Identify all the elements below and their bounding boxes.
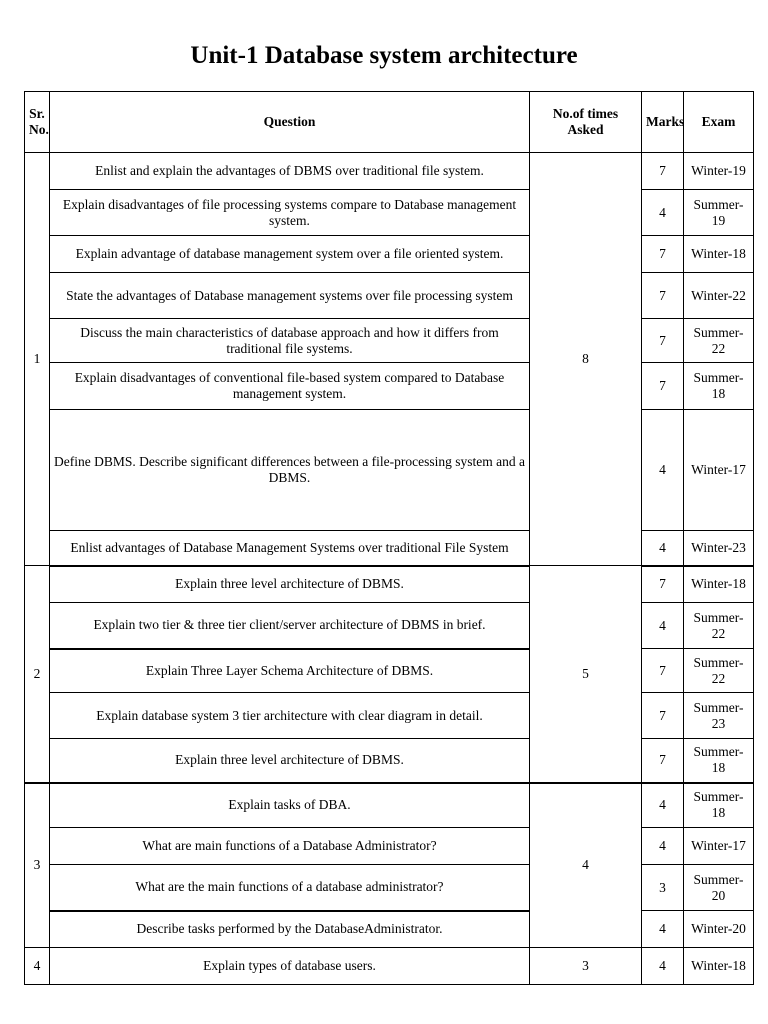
marks-cell: 4	[642, 190, 684, 236]
questions-table	[24, 91, 754, 985]
marks-cell: 4	[642, 828, 684, 865]
table-row	[25, 566, 754, 603]
exam-cell: Winter-17	[684, 410, 754, 531]
exam-cell: Winter-18	[684, 236, 754, 273]
table-row	[25, 693, 754, 739]
question-cell: Enlist and explain the advantages of DBMS over traditional file system.	[50, 153, 530, 190]
sr-no-cell: 2	[25, 566, 50, 783]
question-cell: Enlist advantages of Database Management Systems over traditional File System	[50, 531, 530, 566]
exam-cell: Winter-17	[684, 828, 754, 865]
marks-cell: 7	[642, 566, 684, 603]
question-cell: What are the main functions of a database administrator?	[50, 865, 530, 911]
exam-cell: Winter-18	[684, 948, 754, 985]
question-cell: Explain three level architecture of DBMS.	[50, 739, 530, 783]
times-asked-cell: 4	[530, 783, 642, 948]
marks-cell: 7	[642, 649, 684, 693]
table-row	[25, 273, 754, 319]
exam-cell: Summer-19	[684, 190, 754, 236]
table-row	[25, 153, 754, 190]
marks-cell: 4	[642, 410, 684, 531]
marks-cell: 4	[642, 911, 684, 948]
page-title: Unit-1 Database system architecture	[190, 42, 578, 69]
question-cell: Discuss the main characteristics of database approach and how it differs from traditional file systems.	[50, 319, 530, 363]
table-row	[25, 783, 754, 828]
table-row	[25, 410, 754, 531]
exam-cell: Summer-23	[684, 693, 754, 739]
question-cell: Define DBMS. Describe significant differences between a file-processing system and a DBMS.	[50, 410, 530, 531]
marks-cell: 7	[642, 693, 684, 739]
exam-cell: Winter-19	[684, 153, 754, 190]
question-cell: Explain advantage of database management system over a file oriented system.	[50, 236, 530, 273]
exam-cell: Summer-18	[684, 739, 754, 783]
question-cell: Explain types of database users.	[50, 948, 530, 985]
times-asked-cell: 8	[530, 153, 642, 566]
question-cell: State the advantages of Database management systems over file processing system	[50, 273, 530, 319]
table-row	[25, 948, 754, 985]
exam-cell: Winter-23	[684, 531, 754, 566]
marks-cell: 7	[642, 363, 684, 410]
header-marks: Marks	[642, 92, 684, 153]
header-exam: Exam	[684, 92, 754, 153]
question-cell: Explain tasks of DBA.	[50, 783, 530, 828]
question-cell: Explain two tier & three tier client/server architecture of DBMS in brief.	[50, 603, 530, 649]
table-row	[25, 603, 754, 649]
question-cell: Explain disadvantages of file processing systems compare to Database management system.	[50, 190, 530, 236]
table-row	[25, 739, 754, 783]
marks-cell: 7	[642, 739, 684, 783]
question-cell: What are main functions of a Database Administrator?	[50, 828, 530, 865]
exam-cell: Summer-18	[684, 783, 754, 828]
table-row	[25, 363, 754, 410]
exam-cell: Winter-20	[684, 911, 754, 948]
question-cell: Explain Three Layer Schema Architecture of DBMS.	[50, 649, 530, 693]
table-row	[25, 236, 754, 273]
marks-cell: 3	[642, 865, 684, 911]
exam-cell: Summer-22	[684, 649, 754, 693]
table-row	[25, 190, 754, 236]
exam-cell: Summer-20	[684, 865, 754, 911]
table-row	[25, 911, 754, 948]
marks-cell: 4	[642, 783, 684, 828]
question-cell: Describe tasks performed by the DatabaseAdministrator.	[50, 911, 530, 948]
marks-cell: 7	[642, 319, 684, 363]
question-cell: Explain disadvantages of conventional file-based system compared to Database management system.	[50, 363, 530, 410]
sr-no-cell: 3	[25, 783, 50, 948]
exam-cell: Winter-22	[684, 273, 754, 319]
question-cell: Explain database system 3 tier architecture with clear diagram in detail.	[50, 693, 530, 739]
exam-cell: Summer-22	[684, 319, 754, 363]
table-row	[25, 828, 754, 865]
question-cell: Explain three level architecture of DBMS.	[50, 566, 530, 603]
times-asked-cell: 3	[530, 948, 642, 985]
marks-cell: 4	[642, 603, 684, 649]
header-question: Question	[50, 92, 530, 153]
exam-cell: Summer-22	[684, 603, 754, 649]
marks-cell: 7	[642, 273, 684, 319]
table-row	[25, 531, 754, 566]
sr-no-cell: 4	[25, 948, 50, 985]
marks-cell: 7	[642, 236, 684, 273]
marks-cell: 7	[642, 153, 684, 190]
header-times-asked: No.of times Asked	[530, 92, 642, 153]
sr-no-cell: 1	[25, 153, 50, 566]
header-sr-no: Sr. No.	[25, 92, 50, 153]
marks-cell: 4	[642, 948, 684, 985]
table-row	[25, 319, 754, 363]
times-asked-cell: 5	[530, 566, 642, 783]
exam-cell: Winter-18	[684, 566, 754, 603]
table-row	[25, 865, 754, 911]
exam-cell: Summer-18	[684, 363, 754, 410]
table-row	[25, 649, 754, 693]
marks-cell: 4	[642, 531, 684, 566]
